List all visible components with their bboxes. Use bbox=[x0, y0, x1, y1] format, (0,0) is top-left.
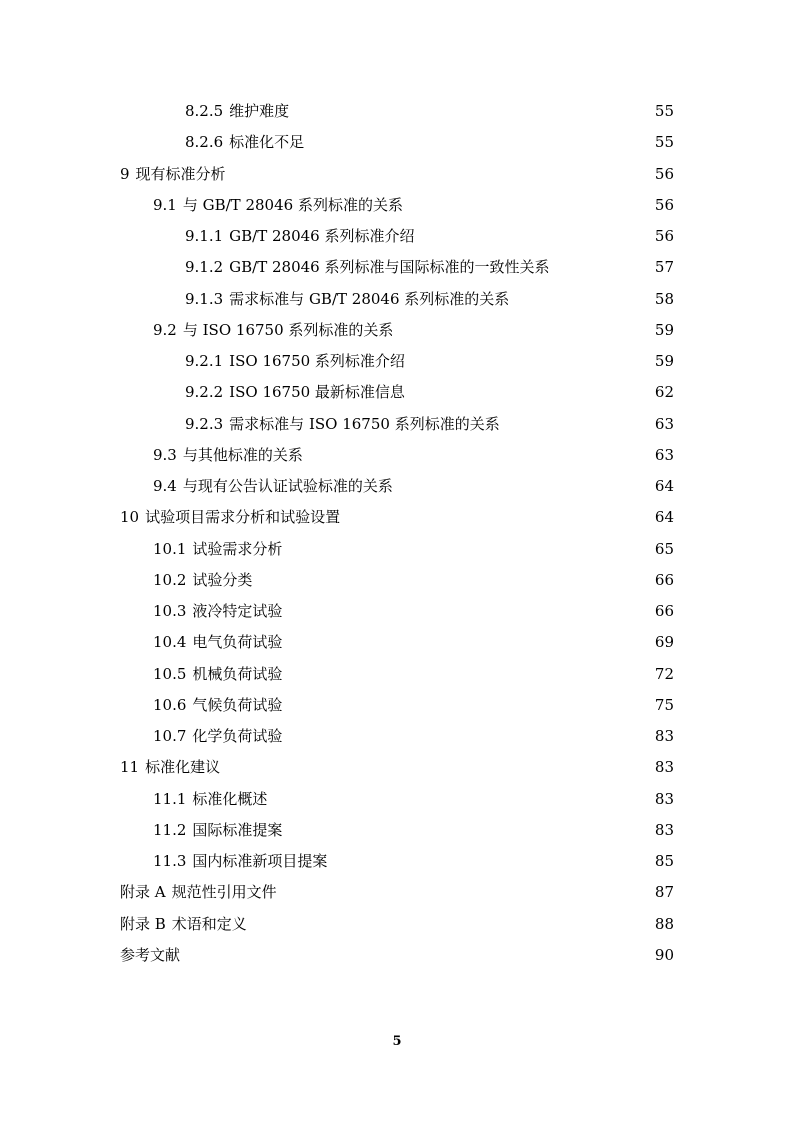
toc-entry-title bbox=[185, 346, 405, 377]
toc-entry-page: 83 bbox=[654, 820, 674, 839]
toc-entry-title bbox=[120, 909, 247, 940]
toc-entry-title bbox=[153, 315, 393, 346]
toc-entry-text: 国际标准提案 bbox=[192, 820, 283, 839]
toc-entry-number: 11.1 bbox=[153, 789, 187, 808]
toc-entry-title bbox=[120, 877, 277, 908]
toc-entry-number: 9 bbox=[120, 164, 130, 183]
toc-entry-number: 10.1 bbox=[153, 539, 187, 558]
toc-entry-text: 国内标准新项目提案 bbox=[192, 852, 328, 870]
toc-entry-text: 标准化建议 bbox=[145, 758, 221, 777]
toc-entry-page: 59 bbox=[654, 320, 674, 339]
toc-entry-text: 电气负荷试验 bbox=[192, 633, 283, 652]
toc-entry-number: 10.3 bbox=[153, 602, 187, 620]
toc-entry bbox=[0, 471, 794, 502]
toc-entry-page: 83 bbox=[654, 789, 674, 808]
toc-entry-text: 规范性引用文件 bbox=[171, 883, 277, 902]
toc-entry-page: 75 bbox=[654, 695, 674, 714]
toc-entry-text: 维护难度 bbox=[229, 102, 290, 120]
toc-entry bbox=[0, 596, 794, 627]
toc-entry-text: 化学负荷试验 bbox=[192, 727, 283, 745]
toc-entry-page: 59 bbox=[654, 352, 674, 370]
toc-entry-number: 10.2 bbox=[153, 570, 187, 589]
toc-entry-title bbox=[185, 221, 415, 252]
toc-entry-number: 11.2 bbox=[153, 820, 187, 839]
toc-entry-title bbox=[153, 627, 282, 658]
toc-entry-text: ISO 16750 系列标准介绍 bbox=[229, 352, 405, 370]
toc-entry-number: 9.2.3 bbox=[185, 414, 224, 433]
toc-entry-page: 88 bbox=[654, 914, 674, 933]
toc-entry-title bbox=[120, 159, 226, 190]
toc-entry-page: 69 bbox=[654, 633, 674, 652]
toc-entry-number: 11 bbox=[120, 758, 140, 777]
toc-entry-title bbox=[153, 471, 393, 502]
toc-entry-text: 现有标准分析 bbox=[135, 164, 226, 183]
toc-entry-title bbox=[153, 846, 327, 877]
toc-entry-number: 附录 B bbox=[120, 914, 166, 933]
toc-entry-title bbox=[153, 565, 252, 596]
toc-entry-page: 64 bbox=[654, 508, 674, 527]
toc-entry bbox=[0, 940, 794, 971]
toc-entry-text: ISO 16750 最新标准信息 bbox=[229, 383, 405, 402]
toc-entry bbox=[0, 815, 794, 846]
toc-entry-title bbox=[153, 440, 303, 471]
toc-entry-text: 气候负荷试验 bbox=[192, 695, 283, 714]
toc-entry bbox=[0, 315, 794, 346]
toc-entry-number: 8.2.6 bbox=[185, 133, 224, 152]
toc-entry-text: 需求标准与 GB/T 28046 系列标准的关系 bbox=[229, 289, 510, 308]
toc-entry-text: 标准化概述 bbox=[192, 789, 268, 808]
toc-entry-title bbox=[185, 284, 509, 315]
toc-entry bbox=[0, 409, 794, 440]
toc-entry-page: 55 bbox=[654, 133, 674, 152]
toc-entry-page: 56 bbox=[654, 164, 674, 183]
toc-entry-title bbox=[120, 940, 186, 971]
toc-entry-number: 9.1.2 bbox=[185, 258, 224, 277]
toc-entry-page: 83 bbox=[654, 758, 674, 777]
toc-entry-number: 参考文献 bbox=[120, 945, 181, 964]
toc-entry-number: 10 bbox=[120, 508, 140, 527]
toc-entry-number: 9.2 bbox=[153, 320, 177, 339]
toc-entry-number: 8.2.5 bbox=[185, 102, 224, 120]
toc-entry-title bbox=[153, 659, 282, 690]
toc-entry-text: GB/T 28046 系列标准介绍 bbox=[229, 227, 415, 245]
toc-entry-page: 62 bbox=[654, 383, 674, 402]
toc-entry-title bbox=[153, 721, 282, 752]
toc-entry bbox=[0, 96, 794, 127]
toc-entry-page: 58 bbox=[654, 289, 674, 308]
toc-entry-number: 10.4 bbox=[153, 633, 187, 652]
toc-entry bbox=[0, 877, 794, 908]
toc-entry-page: 87 bbox=[654, 883, 674, 902]
toc-entry-number: 9.1.3 bbox=[185, 289, 224, 308]
toc-entry-number: 9.2.2 bbox=[185, 383, 224, 402]
toc-entry bbox=[0, 721, 794, 752]
toc-entry bbox=[0, 221, 794, 252]
toc-entry-page: 55 bbox=[654, 102, 674, 120]
toc-entry-text: 液冷特定试验 bbox=[192, 602, 283, 620]
toc-entry-title bbox=[153, 190, 403, 221]
toc-entry-number: 9.3 bbox=[153, 445, 177, 464]
toc-entry bbox=[0, 565, 794, 596]
toc-entry-page: 63 bbox=[654, 445, 674, 464]
toc-entry bbox=[0, 502, 794, 533]
toc-entry-page: 83 bbox=[654, 727, 674, 745]
toc-entry-text: GB/T 28046 系列标准与国际标准的一致性关系 bbox=[229, 258, 550, 277]
toc-entry-page: 66 bbox=[654, 570, 674, 589]
toc-entry-page: 66 bbox=[654, 602, 674, 620]
toc-entry-text: 术语和定义 bbox=[171, 914, 247, 933]
toc-entry bbox=[0, 127, 794, 158]
page-number: 5 bbox=[392, 1034, 402, 1049]
toc-entry bbox=[0, 377, 794, 408]
toc-entry-page: 64 bbox=[654, 477, 674, 495]
toc-entry bbox=[0, 752, 794, 783]
toc-entry bbox=[0, 846, 794, 877]
toc-entry-title bbox=[120, 502, 340, 533]
toc-entry bbox=[0, 284, 794, 315]
toc-entry-title bbox=[153, 784, 267, 815]
toc-entry bbox=[0, 690, 794, 721]
toc-entry-number: 附录 A bbox=[120, 883, 166, 902]
toc-entry bbox=[0, 252, 794, 283]
toc-entry-text: 试验项目需求分析和试验设置 bbox=[145, 508, 341, 527]
toc-entry bbox=[0, 627, 794, 658]
toc-entry bbox=[0, 534, 794, 565]
toc-entry-number: 9.1 bbox=[153, 195, 177, 214]
toc-entry bbox=[0, 784, 794, 815]
toc-entry-text: 需求标准与 ISO 16750 系列标准的关系 bbox=[229, 414, 500, 433]
toc-entry-number: 11.3 bbox=[153, 852, 187, 870]
toc-entry-title bbox=[153, 596, 282, 627]
toc-entry bbox=[0, 190, 794, 221]
toc-entry-page: 85 bbox=[654, 852, 674, 870]
toc-entry-title bbox=[185, 409, 500, 440]
toc-entry-title bbox=[120, 752, 220, 783]
toc-entry-text: 标准化不足 bbox=[229, 133, 305, 152]
toc-entry-title bbox=[153, 534, 282, 565]
toc-entry-page: 90 bbox=[654, 945, 674, 964]
toc-entry-text: 试验分类 bbox=[192, 570, 253, 589]
toc-entry-text: 试验需求分析 bbox=[192, 539, 283, 558]
toc-entry-page: 72 bbox=[654, 664, 674, 683]
table-of-contents bbox=[0, 96, 794, 971]
toc-entry-page: 56 bbox=[654, 227, 674, 245]
toc-entry-text: 与现有公告认证试验标准的关系 bbox=[182, 477, 393, 495]
toc-entry-title bbox=[185, 377, 405, 408]
toc-entry-page: 63 bbox=[654, 414, 674, 433]
toc-entry-text: 机械负荷试验 bbox=[192, 664, 283, 683]
toc-entry-title bbox=[185, 127, 304, 158]
toc-entry-number: 10.7 bbox=[153, 727, 187, 745]
toc-entry-number: 9.1.1 bbox=[185, 227, 224, 245]
toc-entry bbox=[0, 659, 794, 690]
toc-entry-number: 9.4 bbox=[153, 477, 177, 495]
toc-entry-title bbox=[185, 252, 550, 283]
toc-entry-text: 与其他标准的关系 bbox=[182, 445, 303, 464]
toc-entry-page: 57 bbox=[654, 258, 674, 277]
toc-entry-title bbox=[185, 96, 289, 127]
toc-entry-title bbox=[153, 815, 282, 846]
toc-entry-title bbox=[153, 690, 282, 721]
toc-entry bbox=[0, 440, 794, 471]
toc-entry-number: 10.6 bbox=[153, 695, 187, 714]
toc-entry-text: 与 ISO 16750 系列标准的关系 bbox=[182, 320, 394, 339]
toc-entry-number: 10.5 bbox=[153, 664, 187, 683]
toc-entry bbox=[0, 159, 794, 190]
toc-entry bbox=[0, 346, 794, 377]
toc-entry-page: 65 bbox=[654, 539, 674, 558]
toc-entry-text: 与 GB/T 28046 系列标准的关系 bbox=[182, 195, 403, 214]
toc-entry-number: 9.2.1 bbox=[185, 352, 224, 370]
toc-entry-page: 56 bbox=[654, 195, 674, 214]
toc-entry bbox=[0, 909, 794, 940]
